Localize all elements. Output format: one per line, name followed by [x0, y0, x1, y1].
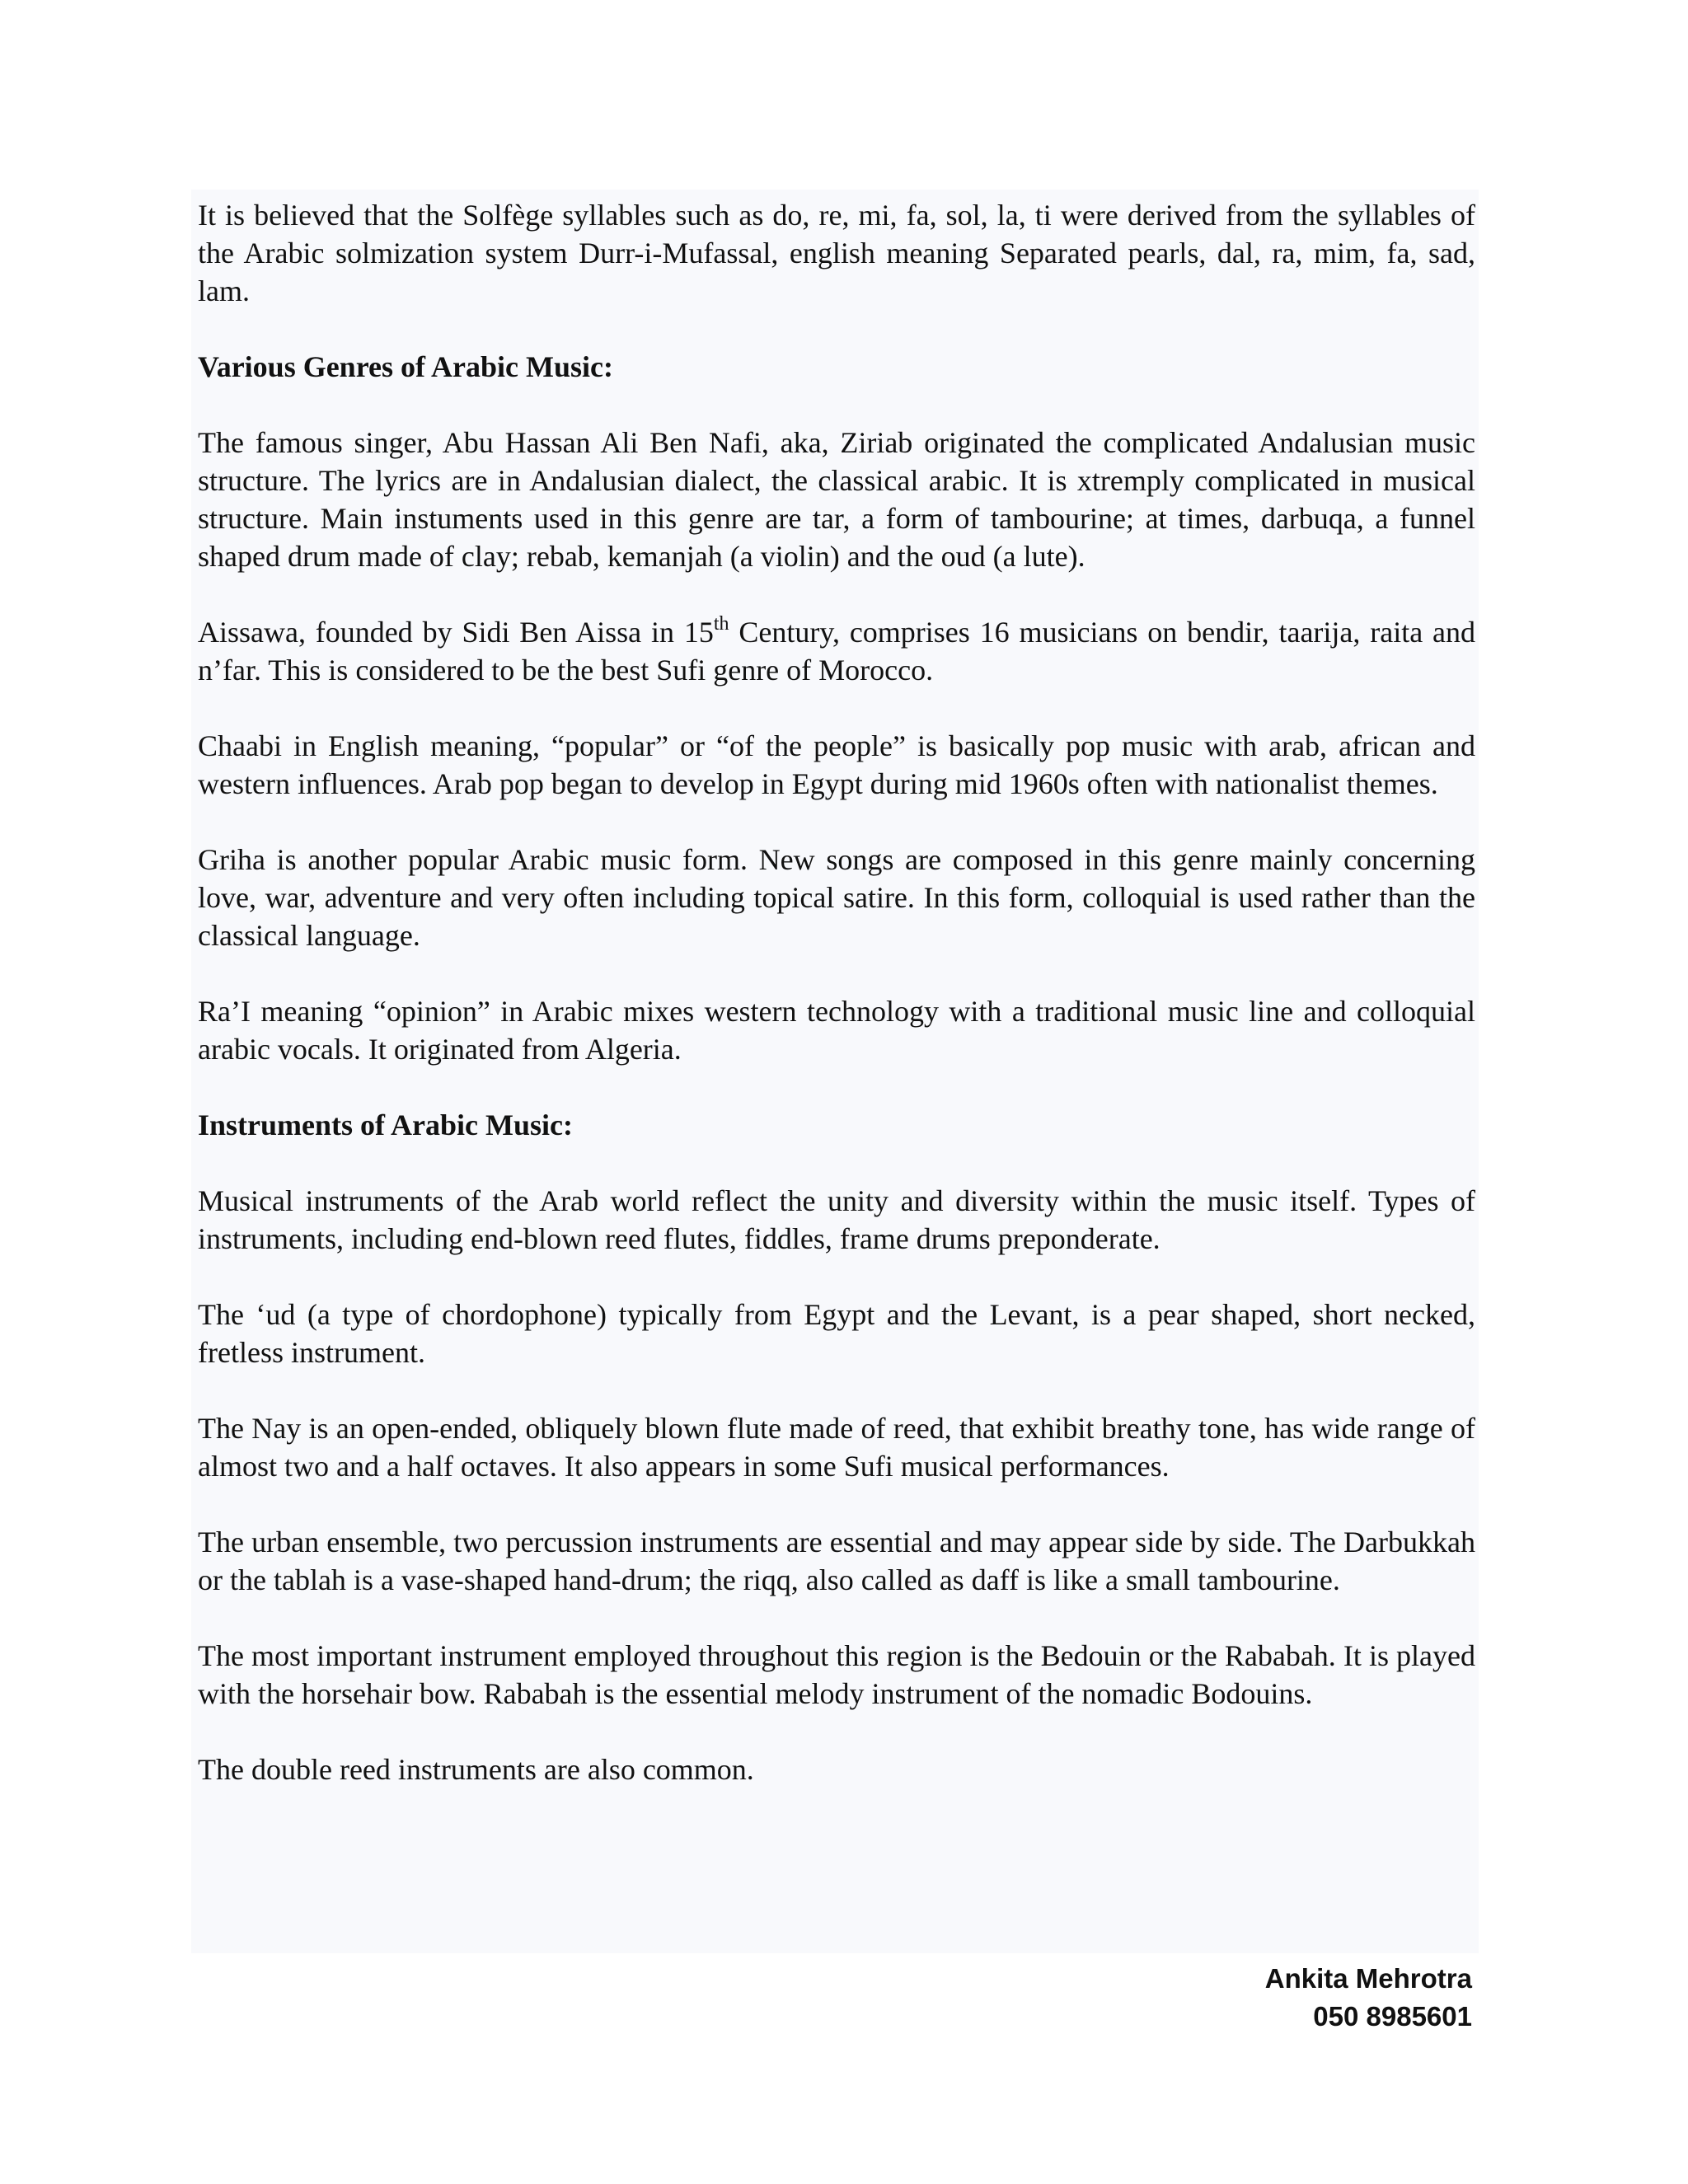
paragraph-griha: Griha is another popular Arabic music form. New songs are composed in this genre mainly concerning love, war, adventure and very often including topical satire. In this form, colloquial is used rather than the classical language. — [198, 843, 1475, 952]
heading-genres: Various Genres of Arabic Music: — [198, 350, 613, 383]
author-phone: 050 8985601 — [1313, 2001, 1472, 2032]
heading-instruments: Instruments of Arabic Music: — [198, 1108, 573, 1141]
paragraph-chaabi: Chaabi in English meaning, “popular” or “of the people” is basically pop music with arab, african and western influences. Arab pop began to develop in Egypt during mid 1960s often with nationalist themes. — [198, 729, 1475, 800]
paragraph-andalusian: The famous singer, Abu Hassan Ali Ben Nafi, aka, Ziriab originated the complicated Andalusian music structure. The lyrics are in Andalusian dialect, the classical arabic. It is xtremply complicated in musical structure. Main instuments used in this genre are tar, a form of tambourine; at times, darbuqa, a funnel shaped drum made of clay; rebab, kemanjah (a violin) and the oud (a lute). — [198, 426, 1475, 573]
paragraph-aissawa-end: Century, comprises 16 musicians on bendir, taarija, raita and n’far. This is considered to be the best Sufi genre of Morocco. — [198, 616, 1475, 687]
document-body — [198, 196, 1475, 1826]
paragraph-nay: The Nay is an open-ended, obliquely blown flute made of reed, that exhibit breathy tone, has wide range of almost two and a half octaves. It also appears in some Sufi musical performances. — [198, 1412, 1475, 1483]
paragraph-rababah: The most important instrument employed throughout this region is the Bedouin or the Rababah. It is played with the horsehair bow. Rababah is the essential melody instrument of the nomadic Bodouins. — [198, 1639, 1475, 1710]
paragraph-aissawa-start: Aissawa, founded by Sidi Ben Aissa in 15 — [198, 616, 714, 649]
author-name: Ankita Mehrotra — [1264, 1963, 1472, 1994]
paragraph-aissawa — [198, 613, 1475, 689]
text-block — [191, 190, 1479, 1953]
paragraph-rai: Ra’I meaning “opinion” in Arabic mixes western technology with a traditional music line and colloquial arabic vocals. It originated from Algeria. — [198, 995, 1475, 1066]
signature-block — [1265, 1960, 1472, 2036]
superscript-th: th — [713, 613, 729, 635]
paragraph-ud: The ‘ud (a type of chordophone) typically from Egypt and the Levant, is a pear shaped, short necked, fretless instrument. — [198, 1298, 1475, 1369]
paragraph-percussion: The urban ensemble, two percussion instruments are essential and may appear side by side. The Darbukkah or the tablah is a vase-shaped hand-drum; the riqq, also called as daff is like a small tambourine. — [198, 1526, 1475, 1596]
paragraph-double-reed: The double reed instruments are also common. — [198, 1753, 754, 1786]
paragraph-solfege: It is believed that the Solfège syllables such as do, re, mi, fa, sol, la, ti were derived from the syllables of the Arabic solmization system Durr-i-Mufassal, english meaning Separated pearls, dal, ra, mim, fa, sad, lam. — [198, 199, 1475, 307]
paragraph-instruments-intro: Musical instruments of the Arab world reflect the unity and diversity within the music itself. Types of instruments, including end-blown reed flutes, fiddles, frame drums preponderate. — [198, 1184, 1475, 1255]
